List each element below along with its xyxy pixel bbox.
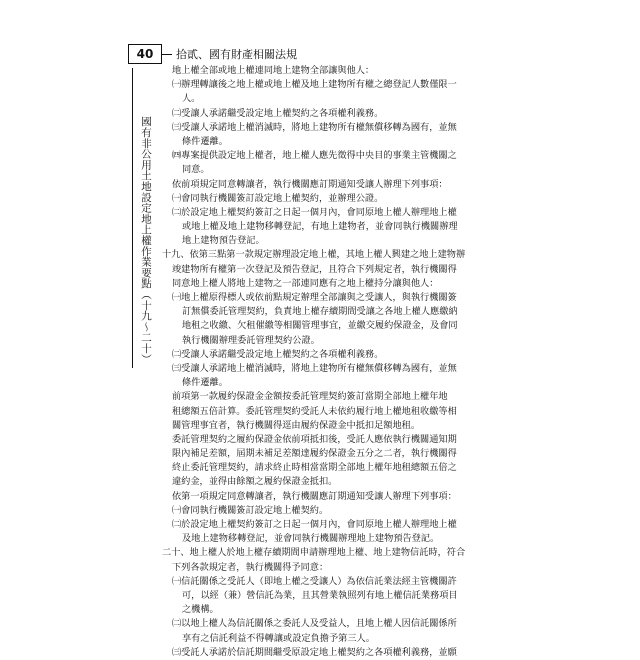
- text-line: 地上權全部或地上權連同地上建物全部讓與他人：: [172, 65, 375, 76]
- text-line: 關管理事宜者，執行機關得逕由履約保證金中抵扣足額地租。: [172, 419, 421, 431]
- page-header: [128, 44, 518, 66]
- text-line: ㈠辦理轉讓後之地上權或地上權及地上建物所有權之總登記人數僅限一: [172, 79, 457, 91]
- text-line: 地上建物預告登記。: [182, 235, 265, 247]
- text-line: 違約金，並得由餘額之履約保證金抵扣。: [172, 476, 338, 488]
- text-line: ㈡於設定地上權契約簽訂之日起一個月內，會同原地上權人辦理地上權: [172, 519, 457, 530]
- text-line: 限內補足差額，屆期未補足差額達履約保證金五分之二者，執行機關得: [172, 448, 457, 460]
- text-line: 之機構。: [182, 604, 219, 616]
- text-line: 二十、地上權人於地上權存續期間申請辦理地上權、地上建物信託時，符合: [162, 547, 466, 559]
- text-line: 條件遷離。: [182, 377, 228, 389]
- text-line: ㈡受讓人承諾繼受設定地上權契約之各項權利義務。: [172, 107, 384, 119]
- text-line: 委託管理契約之履約保證金依前項抵扣後，受託人應依執行機關通知期: [172, 433, 457, 445]
- text-line: 同意地上權人將地上建物之一部連同應有之地上權持分讓與他人：: [172, 277, 439, 289]
- text-line: 前項第一款履約保證金金額按委託管理契約簽訂當期全部地上權年地: [172, 391, 448, 403]
- text-line: 訂無償委託管理契約，負責地上權存續期間受讓之各地上權人應繳納: [182, 306, 458, 318]
- text-line: 下列各款規定者，執行機關得予同意：: [172, 561, 329, 573]
- text-line: ㈠會同執行機關簽訂設定地上權契約，並辦理公證。: [172, 192, 384, 204]
- text-line: 執行機關辦理委託管理契約公證。: [182, 334, 320, 346]
- text-line: 享有之信託利益不得轉讓或設定負擔予第三人。: [182, 632, 375, 644]
- text-line: ㈡於設定地上權契約簽訂之日起一個月內，會同原地上權人辦理地上權: [172, 206, 457, 218]
- header-rule: [162, 54, 172, 55]
- text-line: 依前項規定同意轉讓者，執行機關應訂期通知受讓人辦理下列事項：: [172, 178, 448, 190]
- text-line: 可，以經（兼）營信託為業，且其營業執照列有地上權信託業務項目: [182, 589, 458, 601]
- chapter-title: 拾貳、國有財產相關法規: [176, 48, 297, 61]
- text-line: 依第一項規定同意轉讓者，執行機關應訂期通知受讓人辦理下列事項：: [172, 490, 457, 502]
- body-text: [162, 64, 494, 660]
- text-line: ㈡以地上權人為信託關係之委託人及受益人，且地上權人因信託關係所: [172, 618, 457, 630]
- text-line: 條件遷離。: [182, 135, 228, 147]
- text-line: 及地上建物移轉登記，並會同執行機關辦理地上建物預告登記。: [182, 533, 440, 545]
- text-line: ㈠信託關係之受託人（即地上權之受讓人）為依信託業法經主管機關許: [172, 575, 457, 587]
- text-line: 同意。: [182, 164, 210, 176]
- text-line: ㈢受託人承諾於信託期間繼受原設定地上權契約之各項權利義務，並願: [172, 646, 457, 658]
- text-line: 竣建物所有權第一次登記及預告登記，且符合下列規定者，執行機關得: [172, 263, 457, 275]
- page-number: 40: [128, 44, 162, 64]
- text-line: ㈢受讓人承諾地上權消滅時，將地上建物所有權無償移轉為國有，並無: [172, 362, 457, 374]
- text-line: ㈡受讓人承諾繼受設定地上權契約之各項權利義務。: [172, 348, 384, 360]
- margin-rule: [132, 68, 133, 368]
- text-line: 租總額五倍計算。委託管理契約受託人未依約履行地上權地租收繳等相: [172, 405, 457, 417]
- text-line: 終止委託管理契約，請求終止時相當當期全部地上權年地租總額五倍之: [172, 462, 457, 474]
- text-line: ㈠會同執行機關簽訂設定地上權契約。: [172, 504, 329, 516]
- text-line: ㈢受讓人承諾地上權消滅時，將地上建物所有權無償移轉為國有，並無: [172, 121, 457, 133]
- text-line: ㈣專案提供設定地上權者，地上權人應先徵得中央目的事業主管機關之: [172, 150, 457, 162]
- text-line: 地租之收繳、欠租催繳等相關管理事宜，並繳交履約保證金，及會同: [182, 320, 458, 332]
- text-line: ㈠地上權原得標人或依前點規定辦理全部讓與之受讓人，與執行機關簽: [172, 292, 457, 303]
- side-section-title: 國有非公用土地設定地上權作業要點（十九～二十）: [140, 116, 152, 365]
- text-line: 或地上權及地上建物移轉登記，有地上建物者，並會同執行機關辦理: [182, 221, 458, 233]
- text-line: 十九、依第三點第一款規定辦理設定地上權，其地上權人興建之地上建物辦: [162, 249, 466, 261]
- text-line: 人。: [182, 93, 201, 105]
